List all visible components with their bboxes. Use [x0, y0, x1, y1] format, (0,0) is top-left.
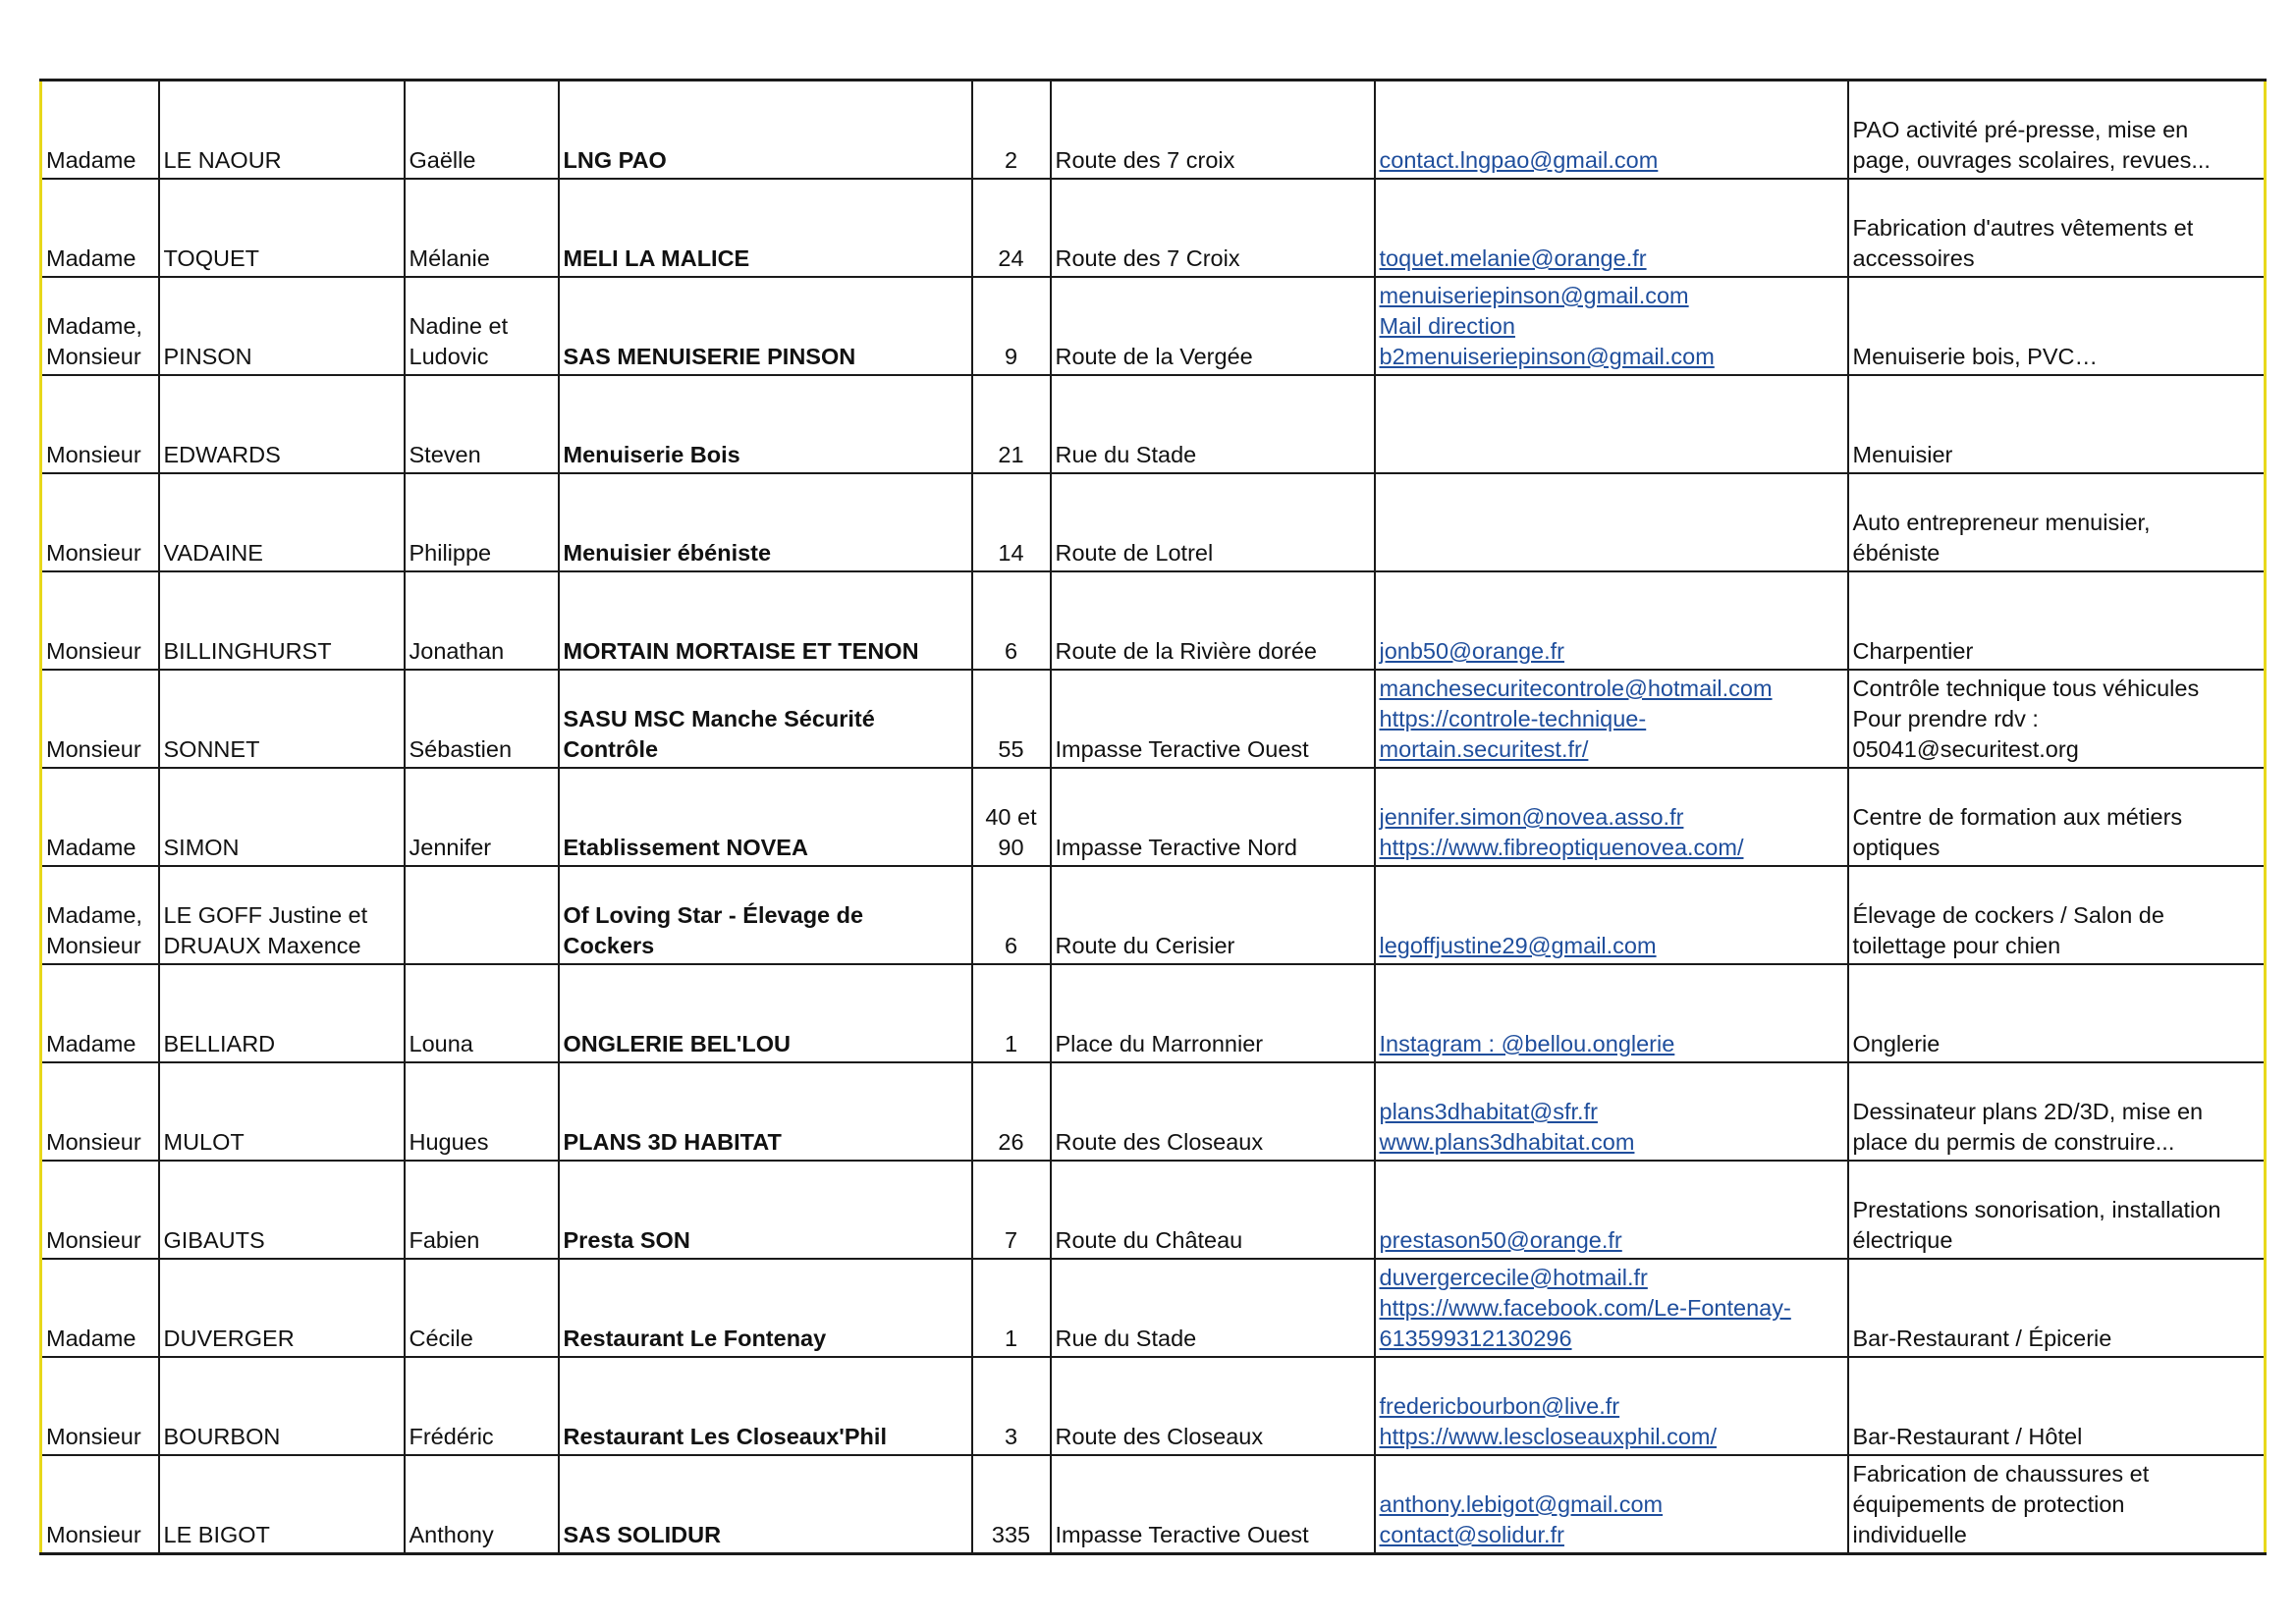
- table-row: [41, 81, 2266, 180]
- contact-cell: [1375, 670, 1848, 768]
- first-name-text: Nadine et: [409, 313, 509, 339]
- last-name-text: LE BIGOT: [163, 1522, 270, 1547]
- company-cell: [559, 768, 972, 866]
- contact-cell: [1375, 1161, 1848, 1259]
- activity-text: accessoires: [1852, 245, 1975, 271]
- civility-cell: [41, 81, 159, 180]
- first-name-cell: [405, 473, 559, 571]
- contact-link[interactable]: https://www.fibreoptiquenovea.com/: [1379, 835, 1744, 860]
- civility-text: Madame,: [46, 902, 142, 928]
- last-name-cell: [159, 1357, 405, 1455]
- first-name-text: Jennifer: [409, 835, 492, 860]
- first-name-cell: [405, 179, 559, 277]
- street-cell: [1051, 964, 1375, 1062]
- activity-text: Onglerie: [1852, 1031, 1941, 1056]
- last-name-text: TOQUET: [163, 245, 259, 271]
- contact-link[interactable]: https://controle-technique-: [1379, 706, 1647, 731]
- last-name-cell: [159, 277, 405, 375]
- street-number-text: 21: [998, 442, 1024, 467]
- company-cell: [559, 1062, 972, 1161]
- contact-cell: [1375, 375, 1848, 473]
- contact-cell: [1375, 1357, 1848, 1455]
- civility-text: Madame,: [46, 313, 142, 339]
- activity-text: Fabrication de chaussures et: [1852, 1461, 2150, 1487]
- street-cell: [1051, 473, 1375, 571]
- civility-text: Madame: [46, 835, 137, 860]
- first-name-cell: [405, 670, 559, 768]
- contact-link[interactable]: prestason50@orange.fr: [1379, 1227, 1622, 1253]
- first-name-text: Sébastien: [409, 736, 513, 762]
- activity-text: Prestations sonorisation, installation: [1852, 1197, 2221, 1222]
- last-name-text: GIBAUTS: [163, 1227, 265, 1253]
- activity-cell: [1848, 571, 2266, 670]
- civility-cell: [41, 375, 159, 473]
- activity-text: équipements de protection: [1852, 1491, 2125, 1517]
- contact-link[interactable]: contact.lngpao@gmail.com: [1379, 147, 1659, 173]
- table-row: [41, 1357, 2266, 1455]
- street-cell: [1051, 866, 1375, 964]
- street-text: Place du Marronnier: [1055, 1031, 1264, 1056]
- business-directory-table: [39, 79, 2267, 1555]
- first-name-cell: [405, 1062, 559, 1161]
- last-name-text: BELLIARD: [163, 1031, 276, 1056]
- activity-text: toilettage pour chien: [1852, 933, 2061, 958]
- company-cell: [559, 866, 972, 964]
- company-cell: [559, 964, 972, 1062]
- table-row: [41, 375, 2266, 473]
- civility-cell: [41, 1455, 159, 1554]
- civility-text: Monsieur: [46, 1424, 141, 1449]
- company-cell: [559, 375, 972, 473]
- first-name-text: Steven: [409, 442, 481, 467]
- company-cell: [559, 1161, 972, 1259]
- contact-cell: [1375, 277, 1848, 375]
- last-name-cell: [159, 1161, 405, 1259]
- street-text: Route du Château: [1055, 1227, 1243, 1253]
- last-name-cell: [159, 1259, 405, 1357]
- street-number-cell: [972, 375, 1051, 473]
- last-name-text: SONNET: [163, 736, 260, 762]
- first-name-text: Ludovic: [409, 344, 489, 369]
- first-name-text: Cécile: [409, 1326, 473, 1351]
- street-number-cell: [972, 670, 1051, 768]
- street-text: Rue du Stade: [1055, 442, 1197, 467]
- street-text: Rue du Stade: [1055, 1326, 1197, 1351]
- civility-text: Monsieur: [46, 933, 141, 958]
- civility-cell: [41, 768, 159, 866]
- company-cell: [559, 81, 972, 180]
- last-name-cell: [159, 81, 405, 180]
- street-number-cell: [972, 964, 1051, 1062]
- first-name-cell: [405, 1455, 559, 1554]
- street-number-text: 335: [991, 1522, 1031, 1547]
- street-cell: [1051, 1357, 1375, 1455]
- activity-cell: [1848, 964, 2266, 1062]
- street-number-cell: [972, 1357, 1051, 1455]
- activity-text: Auto entrepreneur menuisier,: [1852, 510, 2151, 535]
- first-name-cell: [405, 277, 559, 375]
- first-name-cell: [405, 866, 559, 964]
- first-name-text: Philippe: [409, 540, 492, 566]
- street-cell: [1051, 1455, 1375, 1554]
- contact-cell: [1375, 964, 1848, 1062]
- activity-cell: [1848, 1259, 2266, 1357]
- contact-cell: [1375, 473, 1848, 571]
- contact-link[interactable]: manchesecuritecontrole@hotmail.com: [1379, 676, 1773, 701]
- activity-text: Dessinateur plans 2D/3D, mise en: [1852, 1099, 2204, 1124]
- activity-text: page, ouvrages scolaires, revues...: [1852, 147, 2211, 173]
- street-number-cell: [972, 1161, 1051, 1259]
- street-number-text: 14: [998, 540, 1024, 566]
- company-cell: [559, 473, 972, 571]
- activity-cell: [1848, 1161, 2266, 1259]
- street-text: Route des 7 Croix: [1055, 245, 1240, 271]
- activity-text: Pour prendre rdv :: [1852, 706, 2039, 731]
- street-text: Route des Closeaux: [1055, 1424, 1264, 1449]
- street-cell: [1051, 179, 1375, 277]
- civility-text: Monsieur: [46, 344, 141, 369]
- contact-cell: [1375, 866, 1848, 964]
- company-text: Menuisier ébéniste: [563, 540, 772, 566]
- last-name-cell: [159, 866, 405, 964]
- first-name-text: Gaëlle: [409, 147, 476, 173]
- street-cell: [1051, 1259, 1375, 1357]
- contact-link[interactable]: duvergercecile@hotmail.fr: [1379, 1265, 1648, 1290]
- first-name-text: Fabien: [409, 1227, 480, 1253]
- last-name-cell: [159, 768, 405, 866]
- first-name-cell: [405, 81, 559, 180]
- street-number-text: 24: [998, 245, 1024, 271]
- contact-cell: [1375, 1455, 1848, 1554]
- street-number-cell: [972, 179, 1051, 277]
- civility-text: Monsieur: [46, 442, 141, 467]
- company-cell: [559, 1259, 972, 1357]
- street-cell: [1051, 670, 1375, 768]
- company-text: Menuiserie Bois: [563, 442, 740, 467]
- company-text: Contrôle: [563, 736, 659, 762]
- street-text: Impasse Teractive Nord: [1055, 835, 1297, 860]
- last-name-text: LE GOFF Justine et: [163, 902, 368, 928]
- table-row: [41, 768, 2266, 866]
- civility-text: Madame: [46, 245, 137, 271]
- contact-link[interactable]: jennifer.simon@novea.asso.fr: [1379, 804, 1684, 830]
- last-name-text: BILLINGHURST: [163, 638, 332, 664]
- first-name-cell: [405, 964, 559, 1062]
- contact-cell: [1375, 571, 1848, 670]
- last-name-text: DRUAUX Maxence: [163, 933, 361, 958]
- last-name-text: BOURBON: [163, 1424, 281, 1449]
- civility-cell: [41, 964, 159, 1062]
- activity-cell: [1848, 375, 2266, 473]
- activity-text: Menuisier: [1852, 442, 1953, 467]
- street-text: Route des Closeaux: [1055, 1129, 1264, 1155]
- contact-link[interactable]: plans3dhabitat@sfr.fr: [1379, 1099, 1598, 1124]
- table-row: [41, 1455, 2266, 1554]
- civility-cell: [41, 571, 159, 670]
- contact-link[interactable]: legoffjustine29@gmail.com: [1379, 933, 1657, 958]
- last-name-text: LE NAOUR: [163, 147, 282, 173]
- street-cell: [1051, 81, 1375, 180]
- contact-cell: [1375, 1062, 1848, 1161]
- last-name-text: DUVERGER: [163, 1326, 295, 1351]
- table-row: [41, 1259, 2266, 1357]
- contact-link[interactable]: mortain.securitest.fr/: [1379, 736, 1589, 762]
- activity-text: Menuiserie bois, PVC…: [1852, 344, 2098, 369]
- street-number-text: 26: [998, 1129, 1024, 1155]
- first-name-cell: [405, 1161, 559, 1259]
- civility-cell: [41, 670, 159, 768]
- civility-text: Madame: [46, 1326, 137, 1351]
- first-name-cell: [405, 768, 559, 866]
- street-number-cell: [972, 1259, 1051, 1357]
- activity-text: Centre de formation aux métiers: [1852, 804, 2183, 830]
- first-name-text: Jonathan: [409, 638, 505, 664]
- contact-link[interactable]: Instagram : @bellou.onglerie: [1379, 1031, 1675, 1056]
- civility-cell: [41, 1357, 159, 1455]
- activity-text: Élevage de cockers / Salon de: [1852, 902, 2164, 928]
- activity-cell: [1848, 1357, 2266, 1455]
- table-row: [41, 277, 2266, 375]
- contact-cell: [1375, 179, 1848, 277]
- contact-cell: [1375, 81, 1848, 180]
- street-text: Impasse Teractive Ouest: [1055, 1522, 1309, 1547]
- activity-cell: [1848, 1455, 2266, 1554]
- activity-text: électrique: [1852, 1227, 1953, 1253]
- civility-cell: [41, 1161, 159, 1259]
- contact-link[interactable]: contact@solidur.fr: [1379, 1522, 1564, 1547]
- first-name-text: Frédéric: [409, 1424, 494, 1449]
- activity-cell: [1848, 81, 2266, 180]
- company-text: Presta SON: [563, 1227, 690, 1253]
- first-name-text: Hugues: [409, 1129, 489, 1155]
- street-text: Route des 7 croix: [1055, 147, 1235, 173]
- civility-cell: [41, 866, 159, 964]
- activity-text: individuelle: [1852, 1522, 1967, 1547]
- street-cell: [1051, 571, 1375, 670]
- company-cell: [559, 670, 972, 768]
- contact-link[interactable]: www.plans3dhabitat.com: [1379, 1129, 1635, 1155]
- street-number-text: 55: [998, 736, 1024, 762]
- street-text: Route du Cerisier: [1055, 933, 1235, 958]
- street-cell: [1051, 1062, 1375, 1161]
- company-cell: [559, 1357, 972, 1455]
- company-text: LNG PAO: [563, 147, 667, 173]
- company-text: SASU MSC Manche Sécurité: [563, 706, 875, 731]
- first-name-cell: [405, 1357, 559, 1455]
- street-text: Route de la Vergée: [1055, 344, 1253, 369]
- activity-cell: [1848, 866, 2266, 964]
- street-number-text: 40 et: [985, 804, 1037, 830]
- last-name-cell: [159, 473, 405, 571]
- street-text: Route de la Rivière dorée: [1055, 638, 1317, 664]
- company-text: Restaurant Le Fontenay: [563, 1326, 827, 1351]
- street-number-cell: [972, 277, 1051, 375]
- activity-text: Fabrication d'autres vêtements et: [1852, 215, 2194, 241]
- last-name-cell: [159, 1455, 405, 1554]
- street-cell: [1051, 375, 1375, 473]
- table-row: [41, 179, 2266, 277]
- street-number-text: 1: [1004, 1326, 1018, 1351]
- table-row: [41, 473, 2266, 571]
- street-number-text: 2: [1004, 147, 1018, 173]
- street-number-cell: [972, 1455, 1051, 1554]
- street-number-text: 6: [1004, 638, 1018, 664]
- civility-text: Monsieur: [46, 1129, 141, 1155]
- company-text: MELI LA MALICE: [563, 245, 750, 271]
- civility-text: Monsieur: [46, 1522, 141, 1547]
- company-cell: [559, 179, 972, 277]
- activity-cell: [1848, 1062, 2266, 1161]
- activity-text: Bar-Restaurant / Épicerie: [1852, 1326, 2112, 1351]
- activity-text: optiques: [1852, 835, 1941, 860]
- street-number-cell: [972, 473, 1051, 571]
- table-body: [41, 81, 2266, 1554]
- first-name-cell: [405, 375, 559, 473]
- company-text: SAS MENUISERIE PINSON: [563, 344, 856, 369]
- company-text: Of Loving Star - Élevage de: [563, 902, 864, 928]
- last-name-cell: [159, 670, 405, 768]
- activity-text: place du permis de construire...: [1852, 1129, 2175, 1155]
- street-text: Impasse Teractive Ouest: [1055, 736, 1309, 762]
- activity-text: Charpentier: [1852, 638, 1974, 664]
- first-name-cell: [405, 571, 559, 670]
- civility-text: Monsieur: [46, 540, 141, 566]
- last-name-text: SIMON: [163, 835, 240, 860]
- last-name-cell: [159, 964, 405, 1062]
- contact-cell: [1375, 768, 1848, 866]
- civility-cell: [41, 1062, 159, 1161]
- street-number-text: 90: [998, 835, 1024, 860]
- street-number-text: 1: [1004, 1031, 1018, 1056]
- last-name-text: EDWARDS: [163, 442, 281, 467]
- street-cell: [1051, 277, 1375, 375]
- table-row: [41, 1062, 2266, 1161]
- street-number-cell: [972, 1062, 1051, 1161]
- table-row: [41, 670, 2266, 768]
- company-cell: [559, 277, 972, 375]
- street-number-cell: [972, 866, 1051, 964]
- contact-cell: [1375, 1259, 1848, 1357]
- activity-cell: [1848, 277, 2266, 375]
- last-name-text: PINSON: [163, 344, 252, 369]
- civility-cell: [41, 179, 159, 277]
- contact-link[interactable]: https://www.facebook.com/Le-Fontenay-: [1379, 1295, 1791, 1321]
- first-name-cell: [405, 1259, 559, 1357]
- activity-text: PAO activité pré-presse, mise en: [1852, 117, 2189, 142]
- street-number-text: 6: [1004, 933, 1018, 958]
- table-row: [41, 1161, 2266, 1259]
- activity-cell: [1848, 473, 2266, 571]
- street-text: Route de Lotrel: [1055, 540, 1214, 566]
- first-name-text: Anthony: [409, 1522, 494, 1547]
- activity-cell: [1848, 179, 2266, 277]
- company-cell: [559, 571, 972, 670]
- street-number-cell: [972, 81, 1051, 180]
- street-cell: [1051, 1161, 1375, 1259]
- civility-text: Monsieur: [46, 1227, 141, 1253]
- company-text: ONGLERIE BEL'LOU: [563, 1031, 791, 1056]
- table-row: [41, 866, 2266, 964]
- company-text: Restaurant Les Closeaux'Phil: [563, 1424, 887, 1449]
- civility-text: Madame: [46, 1031, 137, 1056]
- table-row: [41, 571, 2266, 670]
- last-name-cell: [159, 1062, 405, 1161]
- contact-link[interactable]: b2menuiseriepinson@gmail.com: [1379, 344, 1715, 369]
- civility-text: Monsieur: [46, 736, 141, 762]
- activity-text: 05041@securitest.org: [1852, 736, 2079, 762]
- company-cell: [559, 1455, 972, 1554]
- street-number-text: 7: [1004, 1227, 1018, 1253]
- last-name-cell: [159, 375, 405, 473]
- last-name-cell: [159, 571, 405, 670]
- activity-text: ébéniste: [1852, 540, 1941, 566]
- last-name-text: VADAINE: [163, 540, 263, 566]
- contact-link[interactable]: Mail direction: [1379, 313, 1515, 339]
- company-text: PLANS 3D HABITAT: [563, 1129, 782, 1155]
- civility-text: Monsieur: [46, 638, 141, 664]
- company-text: SAS SOLIDUR: [563, 1522, 722, 1547]
- contact-link[interactable]: menuiseriepinson@gmail.com: [1379, 283, 1689, 308]
- contact-link[interactable]: jonb50@orange.fr: [1379, 638, 1564, 664]
- contact-link[interactable]: toquet.melanie@orange.fr: [1379, 245, 1647, 271]
- activity-text: Bar-Restaurant / Hôtel: [1852, 1424, 2083, 1449]
- street-cell: [1051, 768, 1375, 866]
- civility-cell: [41, 473, 159, 571]
- table-row: [41, 964, 2266, 1062]
- first-name-text: Mélanie: [409, 245, 490, 271]
- contact-link[interactable]: anthony.lebigot@gmail.com: [1379, 1491, 1664, 1517]
- street-number-text: 9: [1004, 344, 1018, 369]
- street-number-cell: [972, 768, 1051, 866]
- contact-link[interactable]: https://www.lescloseauxphil.com/: [1379, 1424, 1718, 1449]
- contact-link[interactable]: 613599312130296: [1379, 1326, 1572, 1351]
- last-name-cell: [159, 179, 405, 277]
- first-name-text: Louna: [409, 1031, 473, 1056]
- civility-cell: [41, 277, 159, 375]
- last-name-text: MULOT: [163, 1129, 245, 1155]
- contact-link[interactable]: fredericbourbon@live.fr: [1379, 1393, 1620, 1419]
- civility-cell: [41, 1259, 159, 1357]
- company-text: Etablissement NOVEA: [563, 835, 808, 860]
- civility-text: Madame: [46, 147, 137, 173]
- company-text: MORTAIN MORTAISE ET TENON: [563, 638, 919, 664]
- company-text: Cockers: [563, 933, 655, 958]
- activity-text: Contrôle technique tous véhicules: [1852, 676, 2200, 701]
- activity-cell: [1848, 670, 2266, 768]
- street-number-cell: [972, 571, 1051, 670]
- street-number-text: 3: [1004, 1424, 1018, 1449]
- activity-cell: [1848, 768, 2266, 866]
